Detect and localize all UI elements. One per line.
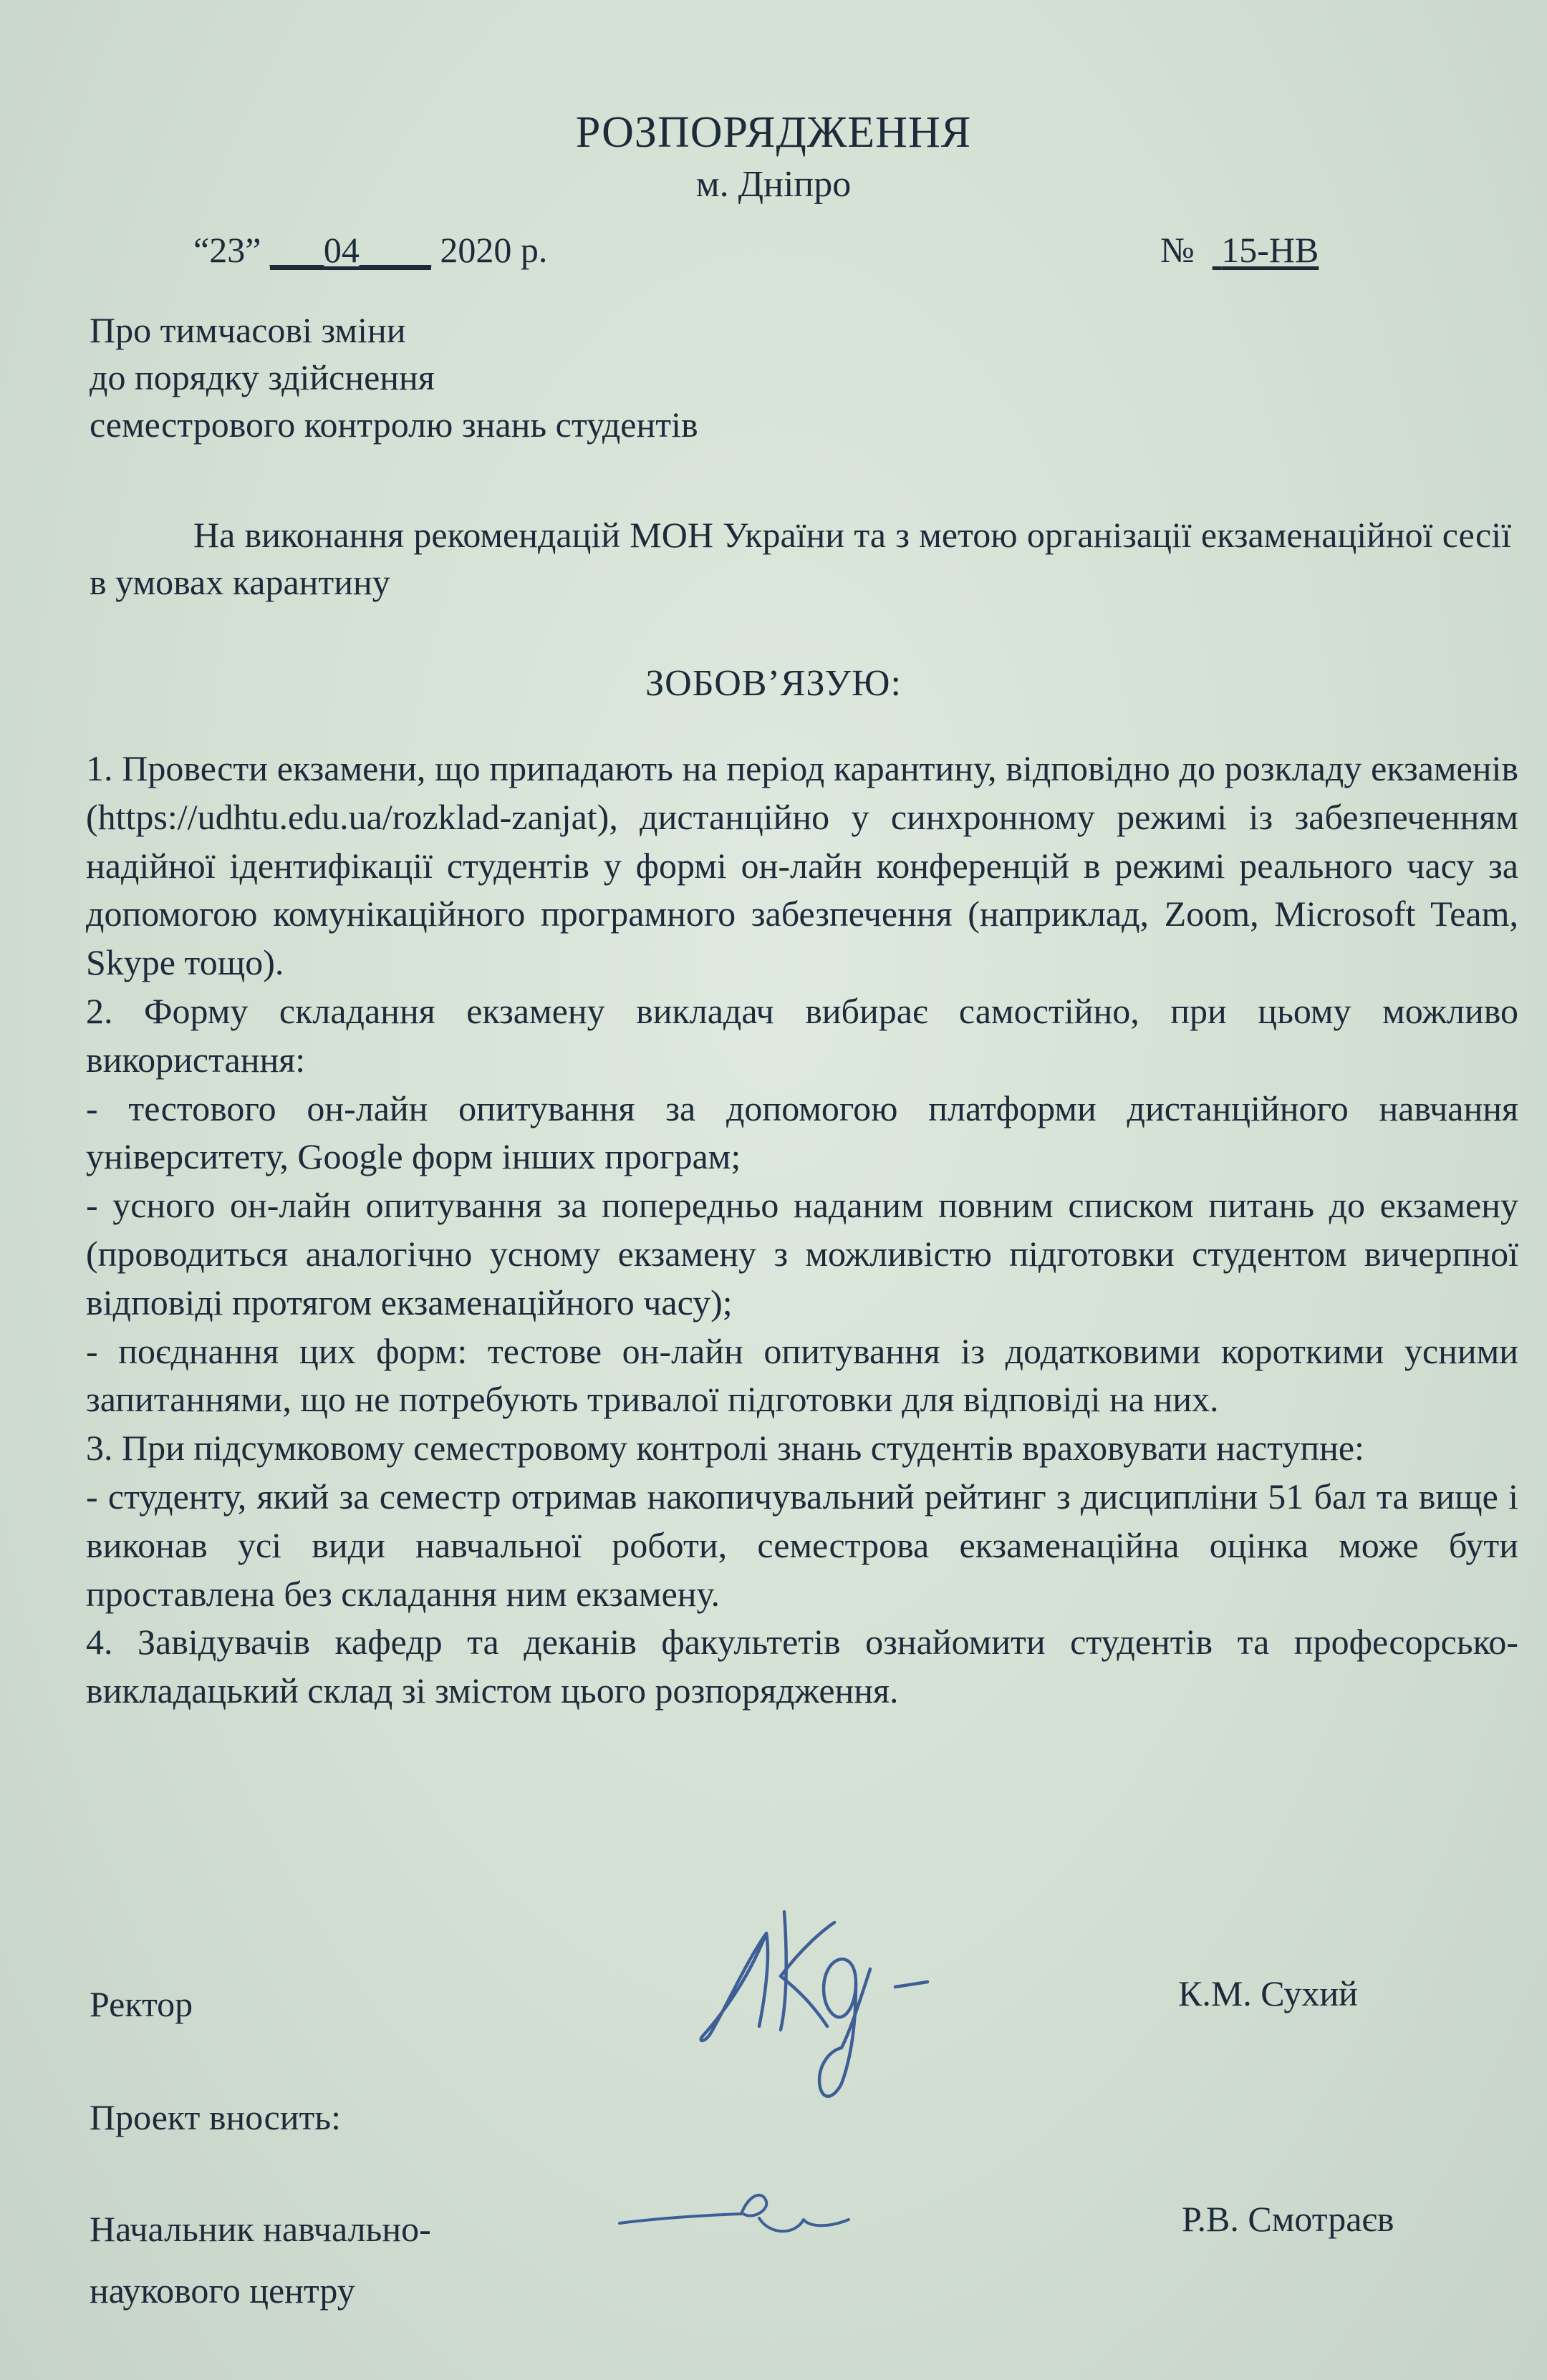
document-title: РОЗПОРЯДЖЕННЯ: [575, 108, 972, 157]
order-subitem: - студенту, який за семестр отримав накопичувальний рейтинг з дисципліни 51 бал та вище і виконав усі види навчальної роботи, семестрова екзаменаційна оцінка може бути проставлена без складання ним екзамену.: [86, 1476, 1518, 1614]
date-month: ___04____: [269, 230, 431, 270]
number-prefix: №: [1160, 230, 1195, 270]
date-day: “23”: [193, 230, 261, 270]
document-city: м. Дніпро: [695, 164, 852, 205]
date-year: 2020 р.: [440, 230, 548, 270]
subject-line: семестрового контролю знань студентів: [90, 405, 698, 445]
rector-signature: [680, 1883, 981, 2119]
number-value: 15-НВ: [1221, 230, 1319, 270]
order-subitem: - усного он-лайн опитування за попередньо наданим повним списком питань до екзамену (проводиться аналогічно усному екзамену з можливістю підготовки студентом вичерпної відповіді протягом екзаменаційного часу);: [86, 1185, 1518, 1322]
document-date: [193, 229, 547, 271]
order-item-4: 4. Завідувачів кафедр та деканів факультетів ознайомити студентів та професорсько-викладацький склад зі змістом цього розпорядження.: [86, 1622, 1518, 1711]
head-label-line: Начальник навчально-: [90, 2209, 431, 2249]
subject-line: Про тимчасові зміни: [90, 310, 406, 350]
order-subitem: - тестового он-лайн опитування за допомогою платформи дистанційного навчання університету, Google форм інших програм;: [86, 1088, 1518, 1177]
preamble: На виконання рекомендацій МОН України та з метою організації екзаменаційної сесії в умовах карантину: [90, 515, 1511, 602]
oblige-heading: ЗОБОВ’ЯЗУЮ:: [645, 663, 902, 704]
order-item-1: 1. Провести екзамени, що припадають на період карантину, відповідно до розкладу екзаменів (https://udhtu.edu.ua/rozklad-zanjat), дистанційно у синхронному режимі із забезпеченням надійної ідентифікації студентів у формі он-лайн конференцій в режимі реального часу за допомогою комунікаційного програмного забезпечення (наприклад, Zoom, Microsoft Team, Skype тощо).: [86, 748, 1518, 983]
head-signature: [616, 2169, 852, 2248]
head-name: Р.В. Смотраєв: [1182, 2199, 1394, 2239]
rector-label: Ректор: [90, 1984, 193, 2024]
order-subitem: - поєднання цих форм: тестове он-лайн опитування із додатковими короткими усними запитаннями, що не потребують тривалої підготовки для відповіді на них.: [86, 1330, 1518, 1420]
submits-label: Проект вносить:: [90, 2097, 342, 2137]
order-item-2: 2. Форму складання екзамену викладач вибирає самостійно, при цьому можливо використання:: [86, 990, 1518, 1080]
rector-name: К.М. Сухий: [1178, 1973, 1358, 2013]
order-item-3: 3. При підсумковому семестровому контролі знань студентів враховувати наступне:: [86, 1428, 1364, 1469]
subject-line: до порядку здійснення: [90, 357, 435, 397]
head-label: [90, 2198, 431, 2321]
order-body: [86, 745, 1518, 1716]
document-subject: [90, 306, 698, 448]
head-label-line: наукового центру: [90, 2270, 355, 2311]
document-number: [1160, 229, 1319, 271]
